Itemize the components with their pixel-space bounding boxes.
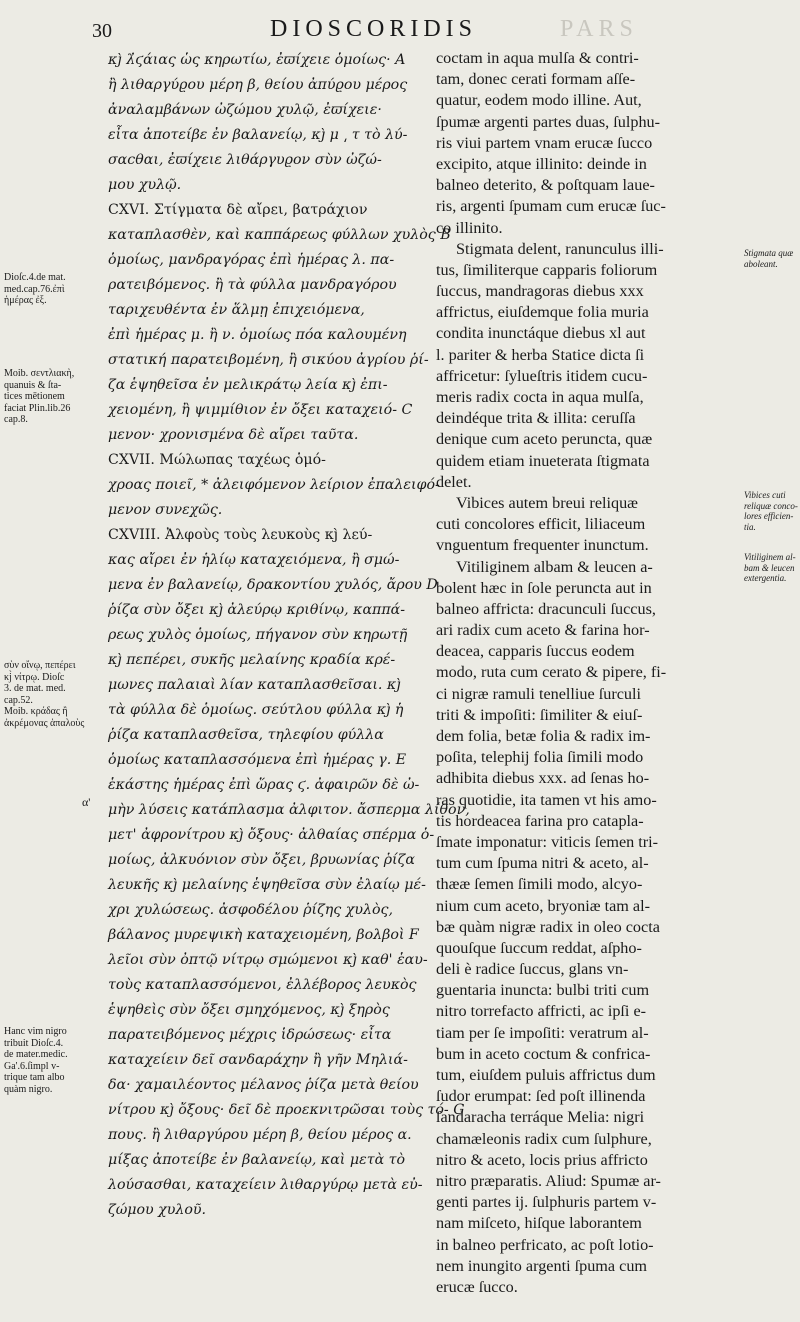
- latin-line: poſita, telephij folia ſimili modo: [436, 748, 644, 767]
- margin-note-line: quanuis & ſta-: [4, 379, 62, 391]
- margin-note-line: med.cap.76.ἐπὶ: [4, 283, 65, 295]
- latin-line: guentaria inuncta: bulbi triti cum: [436, 981, 650, 1000]
- latin-line: tam, donec cerati formam aſſe-: [436, 70, 636, 89]
- latin-text-column: [436, 48, 722, 1298]
- latin-line: coctam in aqua mulſa & contri-: [436, 49, 639, 67]
- margin-note-line: faciat Plin.lib.26: [4, 402, 71, 414]
- latin-line: ris viui partem vnam erucæ ſucco: [436, 133, 653, 152]
- latin-line: adhibita diebus xxx. ad ſenas ho-: [436, 769, 650, 788]
- latin-line: ci nigræ ramuli tenelliue ſurculi: [436, 684, 641, 703]
- latin-line: quatur, eodem modo illine. Aut,: [436, 91, 642, 110]
- latin-line: ras quotidie, ita tamen vt his amo-: [436, 790, 657, 809]
- margin-note-line: lores efficien-: [744, 511, 794, 521]
- latin-line: ſmate imponatur: viticis ſemen tri-: [436, 832, 659, 851]
- latin-line: bolent hæc in ſole peruncta aut in: [436, 578, 652, 597]
- margin-note-line: tribuit Dioſc.4.: [4, 1037, 64, 1049]
- latin-line: condita inunctáque diebus xl aut: [436, 324, 646, 343]
- greek-line: βάλανος μυρεψικὴ καταχειομένη, βολβοὶ F: [108, 927, 419, 943]
- latin-line: nitro & aceto, locis prius affricto: [436, 1150, 648, 1169]
- latin-line: ari radix cum aceto & farina hor-: [436, 621, 650, 640]
- greek-line: σαϲθαι, ἐϖίχειε λιθάργυϱον σὺν ὠζώ-: [108, 152, 382, 168]
- left-margin-note-4: [4, 1026, 90, 1095]
- margin-note-line: de mater.medic.: [4, 1049, 68, 1060]
- greek-line: λούσασθαι, καταχείειν λιθαργύρῳ μετὰ εὐ-: [108, 1177, 423, 1193]
- margin-note-line: reliquæ conco-: [744, 500, 798, 511]
- margin-note-line: ἡμέρας ἐξ.: [4, 295, 47, 306]
- latin-line: ſudor erumpat: ſed poſt illinenda: [436, 1087, 646, 1106]
- latin-line: bum in aceto coctum & confrica-: [436, 1044, 651, 1063]
- latin-line: thææ ſemen ſimili modo, alcyo-: [436, 875, 643, 894]
- greek-line: κϳ̀ πεπέρει, συκῆς μελαίνης κραδία κρέ-: [108, 652, 396, 668]
- latin-line: dem folia, betæ folia & radix im-: [436, 727, 651, 745]
- latin-line: nitro præparatis. Aliud: Spumæ ar-: [436, 1171, 661, 1190]
- margin-note-line: Vitiliginem al-: [744, 552, 796, 562]
- latin-line: nium cum aceto, bryoniæ tam al-: [436, 896, 650, 915]
- margin-note-line: Stigmata quæ: [744, 248, 794, 258]
- margin-note-line: bam & leucen: [744, 562, 795, 573]
- running-head: DIOSCORIDIS: [270, 16, 478, 42]
- greek-line: ἀναλαμβάνων ὠζώμου χυλῷ, ἐϖίχειε·: [108, 102, 382, 118]
- greek-line: CXVIII. Ἀλφοὺς τοὺς λευκοὺς κϳ̀ λεύ-: [108, 527, 373, 543]
- latin-line: denique cum aceto peruncta, quæ: [436, 430, 653, 449]
- margin-note-line: κϳ̀ νίτρῳ. Dioſc: [4, 671, 65, 683]
- left-margin-note-3: [4, 660, 90, 729]
- greek-line: στατική παρατειβομένη, ἢ σικύου ἀγρίου ῥί-: [108, 352, 429, 368]
- latin-line: l. pariter & herba Statice dicta ſi: [436, 345, 645, 364]
- page-number: 30: [92, 20, 112, 42]
- latin-line: delet.: [436, 472, 472, 491]
- greek-line: μετ' ἀφρονίτρου κϳ̀ ὄξους· ἀλθαίας σπέρμα ὁ-: [108, 827, 435, 843]
- latin-line: chamæleonis radix cum ſulphure,: [436, 1129, 652, 1148]
- greek-line: κϳ̀ λ̓ϛάιας ὡς κηρωτίω, ἐϖίχειε ὁμοίως· A: [108, 52, 406, 68]
- greek-line: κας αἴρει ἐν ἡλίῳ καταχειόμενα, ἢ σμώ-: [108, 552, 400, 568]
- margin-note-line: Vibices cuti: [744, 490, 786, 500]
- latin-line: deli è radice ſuccus, glans vn-: [436, 960, 629, 979]
- latin-line: erucæ ſucco.: [436, 1277, 518, 1296]
- margin-note-line: extergentia.: [744, 573, 787, 583]
- latin-line: ris, argenti ſpumam cum erucæ ſuc-: [436, 197, 666, 216]
- greek-line: μίξας ἀποτείβε ἐν βαλανείῳ, καὶ μετὰ τὸ: [108, 1152, 406, 1168]
- greek-line: νίτρου κϳ̀ ὄξους· δεῖ δὲ προεκνιτρῶσαι τοὺς τό- G: [108, 1102, 465, 1118]
- margin-note-line: σὺν οἴνῳ, πεπέρει: [4, 660, 76, 671]
- latin-line: quidem etiam inueterata ſtigmata: [436, 451, 650, 470]
- latin-line: ſpumæ argenti partes duas, ſulphu-: [436, 112, 661, 131]
- greek-line: ζώμου χυλοῦ.: [108, 1202, 207, 1218]
- margin-note-line: cap.52.: [4, 694, 33, 706]
- latin-line: tis hordeacea farina pro catapla-: [436, 811, 644, 830]
- greek-line: μὴν λύσεις κατάπλασμα ἀλφιτον. ἄσπερμα λίθον,: [108, 802, 470, 818]
- greek-line: πους. ἢ λιθαργύρου μέρη β, θείου μέρος α.: [108, 1127, 412, 1143]
- latin-line: triti & impoſiti: ſimiliter & eiuſ-: [436, 705, 643, 724]
- greek-line: χειομένη, ἢ ψιμμίθιον ἐν ὄξει καταχειό- C: [108, 402, 413, 418]
- margin-note-line: aboleant.: [744, 258, 778, 269]
- latin-line: ſandaracha terráque Melia: nigri: [436, 1108, 645, 1127]
- greek-line: λεῖοι σὺν ὀπτῷ νίτρῳ σμώμενοι κϳ̀ καθ' ἑαυ-: [108, 952, 428, 968]
- greek-line: δα· χαμαιλέοντος μέλανος ῥίζα μετὰ θείου: [108, 1077, 419, 1093]
- latin-line: in balneo perfricato, ac poſt lotio-: [436, 1235, 654, 1254]
- greek-line: μενον· χρονισμένα δὲ αἴρει ταῦτα.: [108, 427, 359, 443]
- marginal-alpha-reference: α': [82, 795, 91, 809]
- greek-line: μου χυλῷ.: [108, 177, 182, 193]
- greek-line: ζα ἑψηθεῖσα ἐν μελικράτῳ λεία κϳ̀ ἐπι-: [108, 377, 388, 393]
- greek-line: ἢ λιθαργύϱου μέρη β, θείου ἀπύϱου μέρος: [108, 77, 408, 93]
- greek-line: ὁμοίως καταπλασσόμενα ἐπὶ ἡμέρας γ. E: [108, 752, 407, 768]
- latin-line: nam miſceto, hiſque laborantem: [436, 1214, 642, 1233]
- latin-line: bæ quàm nigræ radix in oleo cocta: [436, 917, 660, 936]
- latin-line: vnguentum frequenter inunctum.: [436, 536, 649, 555]
- margin-note-line: 3. de mat. med.: [4, 683, 66, 694]
- latin-line: tiam per ſe impoſiti: veratrum al-: [436, 1023, 649, 1042]
- greek-line: χροας ποιεῖ, * ἀλειφόμενον λείριον ἐπαλειφό-: [108, 477, 440, 493]
- greek-line: χρι χυλώσεως. ἀσφοδέλου ῥίζης χυλὸς,: [108, 902, 393, 918]
- latin-line: ſuccus, mandragoras diebus xxx: [436, 282, 644, 301]
- latin-line: affrictus, eiuſdemque folia muria: [436, 303, 649, 322]
- latin-line: cuti concolores efficit, liliaceum: [436, 515, 646, 534]
- margin-note-line: quàm nigro.: [4, 1083, 53, 1095]
- greek-line: παρατειβόμενος μέχρις ἱδρώσεως· εἶτα: [108, 1027, 392, 1043]
- right-margin-note-2: [744, 490, 800, 532]
- greek-line: ὁμοίως, μανδραγόρας ἐπὶ ἡμέρας λ. πα-: [108, 252, 395, 268]
- latin-line: nem inungito argenti ſpuma cum: [436, 1256, 647, 1275]
- right-margin-note-3: [744, 552, 800, 584]
- latin-line: nitro torrefacto affricti, ac ipſi e-: [436, 1002, 647, 1021]
- greek-line: μωνες παλαιαὶ λίαν καταπλασθεῖσαι. κϳ̀: [108, 677, 401, 693]
- greek-line: ρεως χυλὸς ὁμοίως, πήγανον σὺν κηρωτῇ: [108, 627, 408, 643]
- greek-line: ἑψηθεὶς σὺν ὄξει σμηχόμενος, κϳ̀ ξηρὸς: [108, 1002, 390, 1018]
- latin-line: Vibices autem breui reliquæ: [456, 493, 638, 512]
- left-margin-note-2: [4, 368, 90, 426]
- margin-note-line: Hanc vim nigro: [4, 1026, 67, 1037]
- margin-note-line: Ga'.6.ſimpl v-: [4, 1060, 60, 1072]
- latin-line: Stigmata delent, ranunculus illi-: [456, 239, 664, 258]
- margin-note-line: tices mētionem: [4, 391, 65, 402]
- latin-line: balneo affricta: dracunculi ſuccus,: [436, 599, 656, 618]
- latin-line: tum, eiuſdem puluis affrictus dum: [436, 1066, 656, 1084]
- page-header: [0, 14, 800, 44]
- margin-note-line: Moib. κράδας ἢ: [4, 706, 68, 717]
- latin-line: excipito, atque illinito: deinde in: [436, 154, 647, 173]
- margin-note-line: tia.: [744, 521, 756, 532]
- greek-line: λευκῆς κϳ̀ μελαίνης ἑψηθεῖσα σὺν ἐλαίῳ μέ-: [108, 877, 426, 893]
- bleed-through-text: PARS: [560, 16, 638, 42]
- latin-line: modo, ruta cum cerato & pipere, fi-: [436, 663, 667, 682]
- margin-note-line: Moib. σεντλιακὴ,: [4, 368, 75, 379]
- left-margin-note-1: [4, 272, 90, 307]
- greek-line: ταριχευθέντα ἐν ἅλμῃ ἐπιχειόμενα,: [108, 302, 365, 318]
- greek-line: ἐπὶ ἡμέρας μ. ἢ ν. ὁμοίως πόα καλουμένη: [108, 327, 407, 343]
- margin-note-line: ἀκρέμονας ἁπαλοὺς: [4, 717, 85, 729]
- greek-line: ρατειβόμενος. ἢ τὰ φύλλα μανδραγόρου: [108, 277, 397, 293]
- latin-line: Vitiliginem albam & leucen a-: [456, 557, 653, 576]
- latin-line: deacea, capparis ſuccus eodem: [436, 642, 635, 661]
- latin-line: affricetur: ſylueſtris itidem cucu-: [436, 366, 648, 385]
- latin-line: tus, ſimiliterque capparis foliorum: [436, 260, 658, 279]
- greek-line: καταπλασθὲν, καὶ καππάρεως φύλλων χυλὸς B: [108, 227, 451, 243]
- margin-note-line: Dioſc.4.de mat.: [4, 272, 66, 283]
- margin-note-line: trique tam albo: [4, 1072, 65, 1083]
- latin-line: balneo deterito, & poſtquam laue-: [436, 176, 655, 195]
- latin-line: meris radix cocta in aqua mulſa,: [436, 388, 644, 406]
- greek-line: τοὺς καταπλασσόμενοι, ἐλλέβορος λευκὸς: [108, 977, 417, 993]
- greek-line: ῥίζα καταπλασθεῖσα, τηλεφίου φύλλα: [108, 727, 384, 743]
- latin-line: tum cum ſpuma nitri & aceto, al-: [436, 854, 649, 873]
- greek-line: ῥίζα σὺν ὄξει κϳ̀ ἀλεύρῳ κριθίνῳ, καππά-: [108, 602, 406, 618]
- greek-line: CXVII. Μώλωπας ταχέως ὁμό-: [108, 452, 326, 468]
- greek-line: τὰ φύλλα δὲ ὁμοίως. σεύτλου φύλλα κϳ̀ ἡ: [108, 702, 404, 718]
- greek-line: εἶτα ἀποτείβε ἐν βαλανείῳ, κϳ̀ μ ͵ τ τὸ λύ-: [108, 127, 408, 143]
- greek-line: μενον συνεχῶς.: [108, 502, 223, 518]
- greek-line: μενα ἐν βαλανείῳ, δρακοντίου χυλός, ἄρου D: [108, 577, 438, 593]
- greek-line: μοίως, ἀλκυόνιον σὺν ὄξει, βρυωνίας ῥίζα: [108, 852, 415, 868]
- greek-line: CXVI. Στίγματα δὲ αἴρει, βατράχιον: [108, 202, 368, 218]
- right-margin-note-1: [744, 248, 800, 269]
- latin-line: co illinito.: [436, 218, 503, 237]
- margin-note-line: cap.8.: [4, 414, 28, 425]
- greek-line: ἑκάστης ἡμέρας ἐπὶ ὥρας ϛ. ἀφαιρῶν δὲ ὠ-: [108, 777, 420, 793]
- latin-line: deindéque trita & illita: ceruſſa: [436, 409, 636, 428]
- latin-line: quouſque ſuccum reddat, aſpho-: [436, 938, 642, 957]
- latin-line: genti partes ij. ſulphuris partem v-: [436, 1193, 657, 1212]
- greek-line: καταχείειν δεῖ σανδαράχην ἢ γῆν Μηλιά-: [108, 1052, 408, 1068]
